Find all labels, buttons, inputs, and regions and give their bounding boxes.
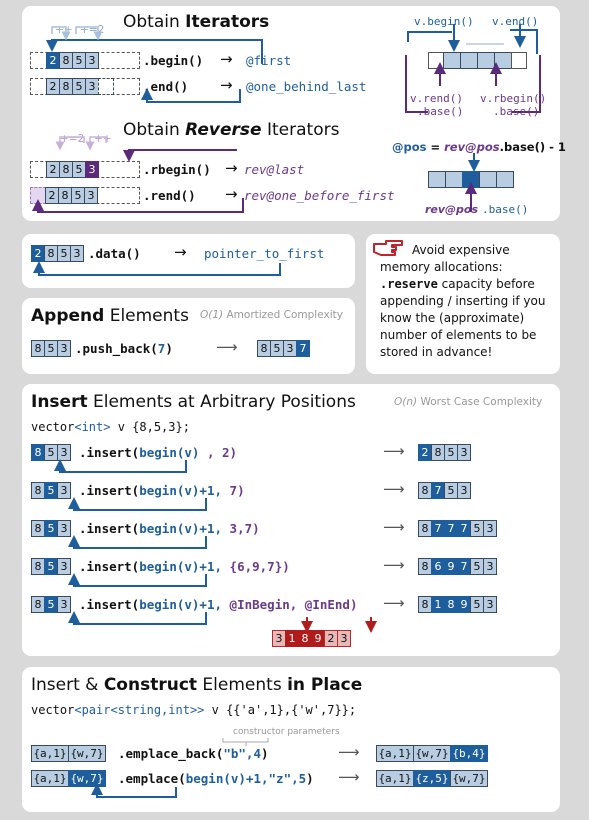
- insert-declaration: vector<int> v {8,5,3};: [31, 420, 190, 434]
- rev-inc2-label: ++: [94, 133, 112, 145]
- cell: 3: [457, 444, 471, 461]
- cell: {w,7}: [68, 770, 106, 787]
- hand-pointer-icon: [372, 238, 406, 258]
- cell: 7: [431, 520, 445, 537]
- tip-line5: know the (approximate): [380, 311, 525, 325]
- base-label: .base(): [482, 203, 529, 216]
- insert-result-vector: [418, 596, 496, 613]
- cell: 3: [483, 520, 497, 537]
- tip-line3: .reserve capacity before: [380, 277, 535, 291]
- cell: {w,7}: [68, 745, 106, 762]
- cell: [428, 171, 446, 188]
- arrow: ⟶: [383, 480, 405, 498]
- cell: 3: [283, 340, 297, 357]
- cell: 8: [31, 596, 45, 613]
- vend-label: v.end(): [492, 15, 539, 28]
- cell: 7: [444, 520, 458, 537]
- pos-formula: @pos = rev@pos.base() - 1: [392, 140, 566, 154]
- cell: 7: [457, 558, 471, 575]
- cell: 3: [84, 187, 98, 204]
- cell: 5: [72, 161, 86, 178]
- cell: 7: [457, 520, 471, 537]
- cell: 3: [57, 558, 71, 575]
- cell: 8: [431, 444, 445, 461]
- cell: [479, 171, 497, 188]
- cell: 3: [57, 596, 71, 613]
- insert-panel: [22, 384, 560, 656]
- inc2-label: +=2: [80, 24, 105, 36]
- cell: 3: [483, 596, 497, 613]
- emplace-row2-vector: [31, 770, 105, 787]
- insert-input-vector: [31, 558, 70, 575]
- insert-title: Insert Elements at Arbitrary Positions: [31, 392, 356, 412]
- insert-input-vector: [31, 596, 70, 613]
- rev-inc-label: +=2: [60, 133, 85, 145]
- cell: {a,1}: [31, 770, 69, 787]
- cell: 3: [272, 630, 286, 647]
- begin-result: @first: [246, 53, 292, 68]
- vrend-base-label: .base(): [417, 105, 464, 118]
- iterators-title: Obtain Iterators: [123, 12, 270, 32]
- cell: 8: [58, 187, 72, 204]
- cell: {w,7}: [450, 770, 488, 787]
- cell: 3: [57, 444, 71, 461]
- insert-input-vector: [31, 482, 70, 499]
- emplace-panel: [22, 667, 560, 812]
- cell: {a,1}: [376, 745, 414, 762]
- cell: 8: [418, 596, 432, 613]
- cell: 3: [337, 630, 351, 647]
- cell: 9: [457, 596, 471, 613]
- cell: 8: [44, 245, 58, 262]
- begin-vector: [46, 52, 98, 69]
- arrow: →: [220, 50, 233, 68]
- cell: 5: [470, 558, 484, 575]
- cell: 8: [31, 444, 45, 461]
- arrow: →: [225, 185, 238, 203]
- append-before: [31, 340, 70, 357]
- reverse-title: Obtain Reverse Iterators: [123, 120, 340, 140]
- cell: 8: [31, 340, 45, 357]
- vbegin-label: v.begin(): [414, 15, 474, 28]
- rend-call: .rend(): [143, 188, 196, 203]
- cell: 7: [431, 482, 445, 499]
- emplace-title: Insert & Construct Elements in Place: [31, 675, 363, 695]
- cell: 2: [46, 52, 60, 69]
- cell: 5: [44, 520, 58, 537]
- insert-input-vector: [31, 444, 70, 461]
- diagram-vector: [428, 52, 526, 69]
- rbegin-call: .rbegin(): [143, 162, 211, 177]
- rend-result: rev@one_before_first: [244, 188, 395, 203]
- cell: 6: [431, 558, 445, 575]
- insert-result-vector: [418, 444, 470, 461]
- cell: 8: [418, 482, 432, 499]
- cell: [460, 52, 478, 69]
- insert-result-vector: [418, 520, 496, 537]
- end-vector: [46, 78, 113, 95]
- arrow: →: [174, 243, 187, 261]
- cell: 8: [257, 340, 271, 357]
- cell: 5: [44, 558, 58, 575]
- cell: 3: [457, 482, 471, 499]
- emplace-declaration: vector<pair<string,int>> v {{'a',1},{'w',7}};: [31, 703, 357, 717]
- arrow: ⟶: [383, 518, 405, 536]
- data-result: pointer_to_first: [204, 246, 325, 261]
- arrow: ⟶: [383, 594, 405, 612]
- cell: {a,1}: [376, 770, 414, 787]
- append-after: [257, 340, 309, 357]
- arrow: ⟶: [383, 556, 405, 574]
- insert-call: .insert(begin(v)+1, 7): [79, 483, 245, 498]
- cell: 5: [470, 596, 484, 613]
- cell: 8: [418, 558, 432, 575]
- data-panel: [22, 234, 355, 288]
- cell: 5: [444, 444, 458, 461]
- cell: 5: [270, 340, 284, 357]
- cell: 8: [59, 78, 73, 95]
- cell: [496, 171, 514, 188]
- cell: 8: [31, 520, 45, 537]
- cell: 5: [44, 444, 58, 461]
- end-result: @one_behind_last: [246, 79, 367, 94]
- cell: 3: [85, 52, 99, 69]
- cell: 1: [431, 596, 445, 613]
- cell: 7: [296, 340, 310, 357]
- cell: 8: [59, 52, 73, 69]
- insert-result-vector: [418, 482, 470, 499]
- insert-complexity: O(n) Worst Case Complexity: [394, 396, 543, 408]
- cell: [462, 171, 480, 188]
- insert-result-vector: [418, 558, 496, 575]
- cell: 8: [444, 596, 458, 613]
- cell: [428, 52, 444, 69]
- cell: [443, 52, 461, 69]
- cell: 3: [85, 78, 99, 95]
- cell: 1: [285, 630, 299, 647]
- tip-line7: stored in advance!: [380, 345, 493, 359]
- emplace-call: .emplace(begin(v)+1,"z",5): [118, 771, 314, 786]
- cell: 3: [57, 340, 71, 357]
- arrow: →: [220, 76, 233, 94]
- cell: 8: [418, 520, 432, 537]
- cell: 8: [59, 161, 73, 178]
- cell: 5: [470, 520, 484, 537]
- cell: 2: [46, 161, 60, 178]
- vrbegin-label: v.rbegin(): [480, 92, 547, 105]
- revpos-label: rev@pos: [425, 203, 479, 216]
- cell: 5: [71, 187, 85, 204]
- cell: [477, 52, 495, 69]
- cell: {b,4}: [450, 745, 488, 762]
- pos-vector: [428, 171, 513, 188]
- inc-label: ++: [55, 24, 73, 36]
- tip-line1: Avoid expensive: [412, 243, 510, 257]
- cell: {a,1}: [31, 745, 69, 762]
- rend-cell: [30, 187, 46, 204]
- cell: 8: [31, 482, 45, 499]
- cell: 5: [72, 52, 86, 69]
- append-complexity: O(1) Amortized Complexity: [200, 309, 343, 321]
- cell: 3: [57, 482, 71, 499]
- cell: 9: [444, 558, 458, 575]
- emplace-row1-result: [376, 745, 487, 762]
- cell: 2: [324, 630, 338, 647]
- tip-panel: [366, 234, 560, 374]
- ctor-params-label: constructor parameters: [233, 727, 340, 737]
- cell: 3: [85, 161, 99, 178]
- tip-line6: number of elements to be: [380, 328, 537, 342]
- arrow: ⟶: [383, 442, 405, 460]
- cell: 5: [57, 245, 71, 262]
- arrow: →: [225, 159, 238, 177]
- data-vector: [31, 245, 83, 262]
- rbegin-vector: [46, 161, 98, 178]
- data-call: .data(): [88, 246, 141, 261]
- end-cell: [98, 78, 114, 95]
- cell: 3: [483, 558, 497, 575]
- cell: 2: [418, 444, 432, 461]
- cell: [494, 52, 512, 69]
- cell: 2: [46, 78, 60, 95]
- insert-source-vector: [272, 630, 350, 647]
- cell: 2: [45, 187, 59, 204]
- insert-input-vector: [31, 520, 70, 537]
- arrow: ⟶: [338, 743, 360, 761]
- tip-line4: appending / inserting if you: [380, 294, 546, 308]
- insert-call: .insert(begin(v)+1, 3,7): [79, 521, 260, 536]
- rend-vector: [30, 187, 97, 204]
- vrbegin-base-label: .base(): [493, 105, 540, 118]
- append-panel: [22, 298, 355, 374]
- cell: 3: [57, 520, 71, 537]
- cell: 9: [311, 630, 325, 647]
- insert-call: .insert(begin(v)+1, {6,9,7}): [79, 559, 290, 574]
- cell: 8: [298, 630, 312, 647]
- arrow: ⟶: [216, 338, 238, 356]
- cell: 5: [44, 596, 58, 613]
- rbegin-result: rev@last: [244, 162, 305, 177]
- tip-line2: memory allocations:: [380, 260, 503, 274]
- emplace-row1-vector: [31, 745, 105, 762]
- insert-call: .insert(begin(v) , 2): [79, 445, 238, 460]
- end-call: .end(): [143, 79, 189, 94]
- cell: 3: [70, 245, 84, 262]
- cell: [511, 52, 527, 69]
- cell: {w,7}: [413, 745, 451, 762]
- cell: 5: [444, 482, 458, 499]
- cell: 2: [31, 245, 45, 262]
- cell: 5: [72, 78, 86, 95]
- arrow: ⟶: [338, 768, 360, 786]
- append-title: Append Elements: [31, 306, 189, 326]
- cell: 5: [44, 340, 58, 357]
- emplace-back-call: .emplace_back("b",4): [118, 746, 269, 761]
- cell: [445, 171, 463, 188]
- iterators-panel: [22, 6, 566, 221]
- cell: 8: [31, 558, 45, 575]
- cell: {z,5}: [413, 770, 451, 787]
- vrend-label: v.rend(): [410, 92, 463, 105]
- push-back-call: .push_back(7): [75, 341, 173, 356]
- emplace-row2-result: [376, 770, 487, 787]
- cell: 5: [44, 482, 58, 499]
- insert-call: .insert(begin(v)+1, @InBegin, @InEnd): [79, 597, 358, 612]
- begin-call: .begin(): [143, 53, 204, 68]
